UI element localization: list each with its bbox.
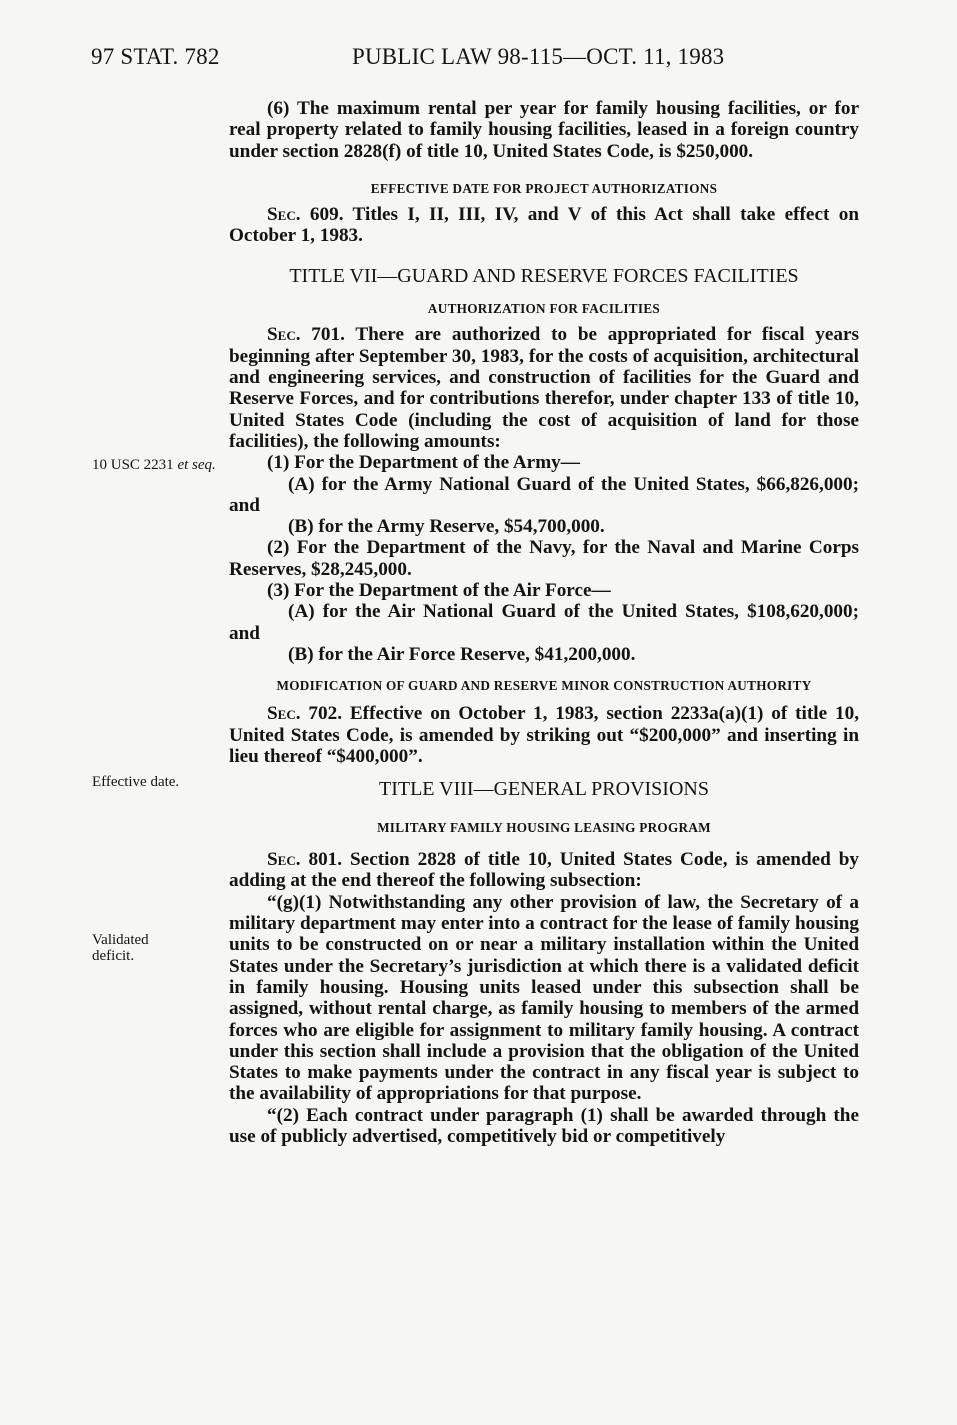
body-text	[229, 98, 859, 1147]
section-801	[229, 849, 859, 892]
section-609-label: Sec. 609.	[267, 203, 344, 225]
section-801-label: Sec. 801.	[267, 849, 343, 871]
item-army: (1) For the Department of the Army—	[267, 452, 580, 474]
paragraph-6: (6) The maximum rental per year for family housing facilities, or for real property related to family housing facilities, leased in a foreign country under section 2828(f) of title 10, United States Code, is $250,000.	[229, 98, 859, 162]
item-army-a: (A) for the Army National Guard of the United States, $66,826,000; and	[229, 473, 859, 516]
running-header: PUBLIC LAW 98-115—OCT. 11, 1983	[352, 44, 725, 69]
subsection-g1: “(g)(1) Notwithstanding any other provision of law, the Secretary of a military department may enter into a contract for the lease of family housing units to be constructed on or near a military installation within the United States under the Secretary’s jurisdiction at which there is a validated deficit in family housing. Housing units leased under this subsection shall be assigned, without rental charge, as family housing to members of the armed forces who are eligible for assignment to military family housing. A contract under this section shall include a provision that the obligation of the United States to make payments under the contract in any fiscal year is subject to the availability of appropriations for that purpose.	[229, 891, 859, 1105]
caption-modification: MODIFICATION OF GUARD AND RESERVE MINOR CONSTRUCTION AUTHORITY	[276, 678, 812, 694]
section-609-text: Titles I, II, III, IV, and V of this Act shall take effect on October 1, 1983.	[229, 203, 860, 247]
title-viii-heading: TITLE VIII—GENERAL PROVISIONS	[379, 778, 709, 801]
margin-note-effective-date: Effective date.	[92, 774, 180, 790]
section-702-text: Effective on October 1, 1983, section 2233a(a)(1) of title 10, United States Code, is amended by striking out “$200,000” and inserting in lieu thereof “$400,000”.	[229, 703, 859, 767]
caption-leasing: MILITARY FAMILY HOUSING LEASING PROGRAM	[377, 820, 711, 836]
section-702-label: Sec. 702.	[267, 703, 342, 725]
margin-note-usc-italic: et seq.	[177, 457, 216, 473]
page-stat-citation: 97 STAT. 782	[91, 44, 220, 69]
section-701-label: Sec. 701.	[267, 324, 345, 346]
margin-note-usc	[92, 457, 222, 473]
item-air-force: (3) For the Department of the Air Force—	[267, 580, 611, 602]
item-army-b: (B) for the Army Reserve, $54,700,000.	[288, 516, 605, 538]
section-801-text: Section 2828 of title 10, United States Code, is amended by adding at the end thereof the following subsection:	[229, 849, 860, 892]
section-702	[229, 703, 859, 767]
item-air-force-b: (B) for the Air Force Reserve, $41,200,000.	[288, 643, 636, 665]
caption-effective-date: EFFECTIVE DATE FOR PROJECT AUTHORIZATIONS	[370, 180, 718, 196]
item-navy: (2) For the Department of the Navy, for the Naval and Marine Corps Reserves, $28,245,000.	[229, 537, 859, 580]
section-701-text: There are authorized to be appropriated for fiscal years beginning after September 30, 1983, for the costs of acquisition, architectural and engineering services, and construction of facilities for the Guard and Reserve Forces, and for contributions therefor, under chapter 133 of title 10, United States Code (including the cost of acquisition of land for those facilities), the following amounts:	[229, 324, 859, 452]
item-air-force-a: (A) for the Air National Guard of the United States, $108,620,000; and	[229, 601, 859, 644]
caption-authorization: AUTHORIZATION FOR FACILITIES	[427, 301, 661, 317]
section-609	[229, 204, 859, 247]
subsection-g2: “(2) Each contract under paragraph (1) shall be awarded through the use of publicly advertised, competitively bid or competitively	[229, 1104, 859, 1147]
margin-note-usc-text: 10 USC 2231	[92, 457, 174, 473]
margin-note-validated-deficit: Validated deficit.	[92, 932, 149, 964]
section-701	[229, 324, 859, 452]
title-vii-heading: TITLE VII—GUARD AND RESERVE FORCES FACILITIES	[289, 265, 799, 288]
